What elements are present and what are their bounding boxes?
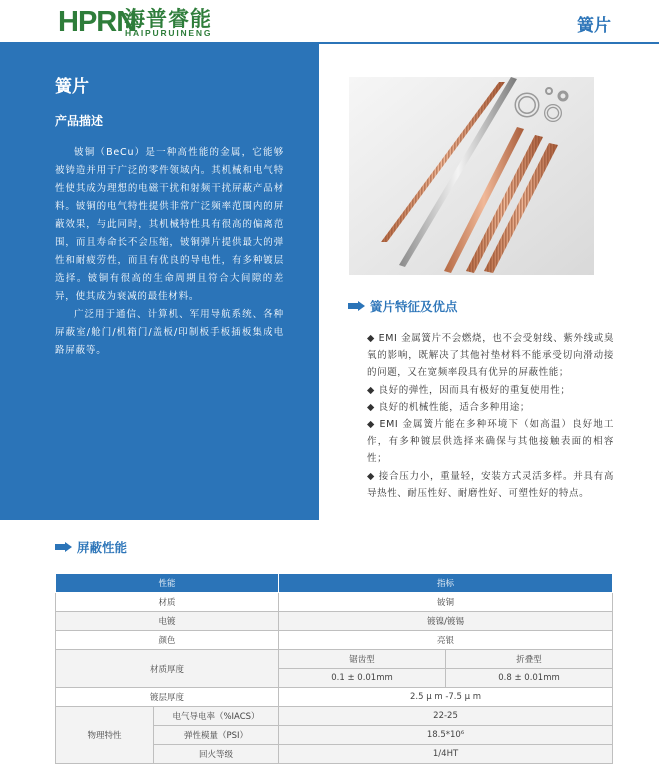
plating-label: 电镀 [56, 612, 279, 631]
color-label: 颜色 [56, 631, 279, 650]
material-label: 材质 [56, 593, 279, 612]
table-row [56, 688, 613, 707]
description-text [55, 144, 284, 360]
brand-name-en: HAIPURUINENG [125, 28, 213, 38]
features-list [349, 330, 614, 502]
conductivity-label: 电气导电率（%IACS） [154, 707, 279, 726]
feature-item: ◆ 良好的弹性，因而具有极好的重复使用性； [367, 384, 571, 396]
features-title: 簧片特征及优点 [370, 299, 458, 314]
page-header [0, 0, 659, 44]
folded-thickness-value: 0.8 ± 0.01mm [446, 669, 613, 688]
shielding-title: 屏蔽性能 [77, 540, 128, 555]
page-title: 簧片 [577, 16, 611, 36]
color-value: 亮银 [279, 631, 613, 650]
plating-value: 镀镍/镀锡 [279, 612, 613, 631]
feature-item: ◆ EMI 金属簧片能在多种环境下（如高温）良好地工作，有多种镀层供选择来确保与其他接触表面的相容性； [367, 419, 614, 465]
table-row [56, 593, 613, 612]
table-row [56, 631, 613, 650]
sawtooth-type-label: 锯齿型 [279, 650, 446, 669]
description-heading: 产品描述 [55, 114, 104, 128]
table-row [56, 707, 613, 726]
table-header-row [56, 574, 613, 593]
header-value: 指标 [279, 574, 613, 593]
feature-item: ◆ EMI 金属簧片不会燃烧，也不会受射线、紫外线或臭氧的影响，既解决了其他衬垫材料不能承受切向滑动接的问题，又在宽频率段具有优异的屏蔽性能； [367, 333, 614, 379]
reed-product-photo [349, 77, 594, 275]
description-paragraph: 广泛用于通信、计算机、军用导航系统、各种屏蔽室/舱门/机箱门/盖板/印制板手板插板集成电路屏蔽等。 [55, 309, 284, 356]
coating-label: 镀层厚度 [56, 688, 279, 707]
table-row [56, 612, 613, 631]
conductivity-value: 22-25 [279, 707, 613, 726]
temper-value: 1/4HT [279, 745, 613, 764]
features-heading [348, 297, 458, 315]
intro-panel [0, 44, 319, 520]
shielding-table [55, 573, 613, 764]
section-arrow-icon [55, 542, 72, 552]
description-paragraph: 铍铜（BeCu）是一种高性能的金属，它能够被铸造并用于广泛的零件领域内。其机械和电气特性使其成为理想的电磁干扰和射频干扰屏蔽产品材料。铍铜的电气特性提供非常广泛频率范围内的屏蔽效果，与此同时，其机械特性具有很高的偏离范围，而且寿命长不会压缩，铍铜弹片提供最大的弹性和耐疲劳性，而且有优良的导电性，有多种镀层选择。铍铜有很高的生命周期且符合大间隙的差异，使其成为衰减的最佳材料。 [55, 147, 284, 302]
brand-logo-mark: HPRN [58, 6, 137, 38]
feature-item: ◆ 良好的机械性能，适合多种用途； [367, 401, 531, 413]
modulus-label: 弹性模量（PSI） [154, 726, 279, 745]
table-row [56, 650, 613, 669]
thickness-label: 材质厚度 [56, 650, 279, 688]
temper-label: 回火等级 [154, 745, 279, 764]
feature-item: ◆ 接合压力小，重量轻，安装方式灵活多样。并具有高导热性、耐压性好、耐磨性好、可塑性好的特点。 [367, 470, 614, 499]
section-arrow-icon [348, 301, 365, 311]
modulus-value: 18.5*10⁶ [279, 726, 613, 745]
coating-value: 2.5 μ m -7.5 μ m [279, 688, 613, 707]
header-property: 性能 [56, 574, 279, 593]
shielding-heading [55, 538, 127, 556]
intro-title: 簧片 [55, 77, 89, 97]
physical-label: 物理特性 [56, 707, 154, 764]
sawtooth-thickness-value: 0.1 ± 0.01mm [279, 669, 446, 688]
material-value: 铍铜 [279, 593, 613, 612]
folded-type-label: 折叠型 [446, 650, 613, 669]
brand-name-cn: 海普睿能 [124, 7, 212, 31]
